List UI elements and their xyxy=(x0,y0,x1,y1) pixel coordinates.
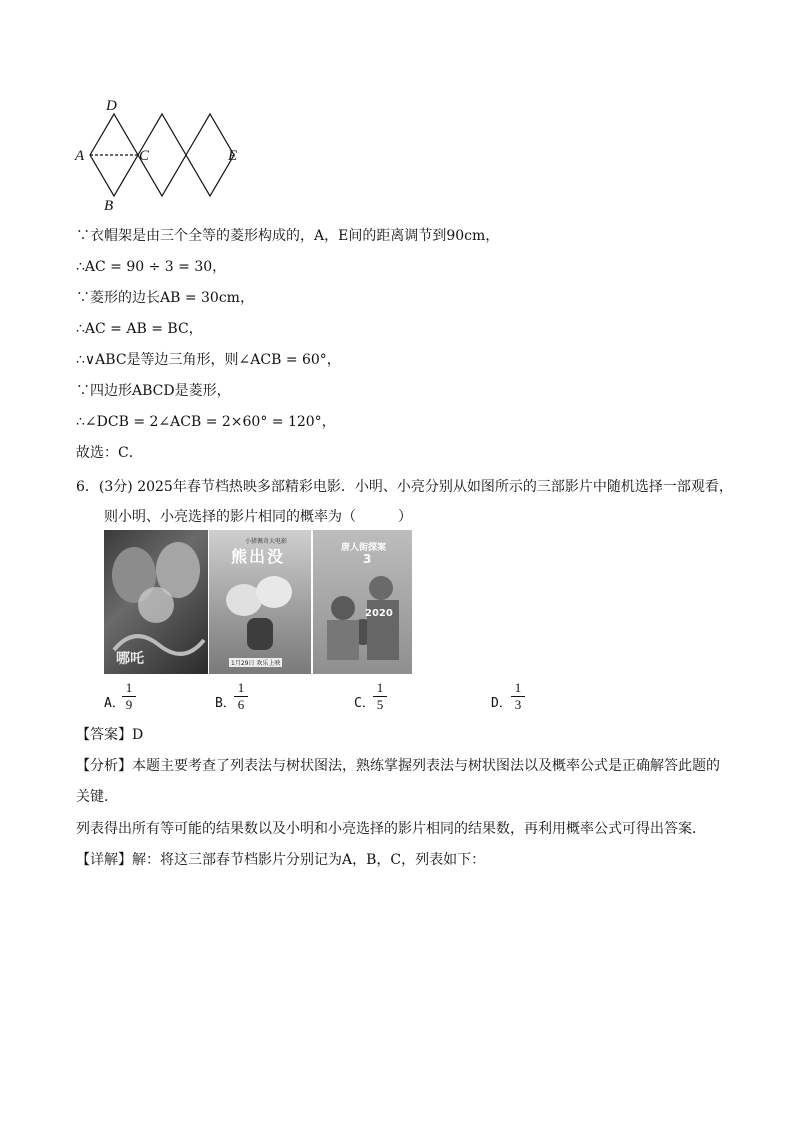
option-a-num: 1 xyxy=(125,680,133,695)
option-a-letter[interactable]: A． xyxy=(104,696,125,711)
label-a: A xyxy=(75,148,85,164)
solution-line-2: ∴AC = 90 ÷ 3 = 30， xyxy=(76,259,227,275)
poster-2-date: 1月29日 欢乐上映 xyxy=(231,660,281,667)
analysis-line-1: 【分析】本题主要考查了列表法与树状图法，熟练掌握列表法与树状图法以及概率公式是正确解答此题的 xyxy=(76,758,720,774)
solution-line-6: ∵四边形ABCD是菱形， xyxy=(76,383,231,399)
question-line-2: 则小明、小亮选择的影片相同的概率为（ ） xyxy=(104,509,412,525)
solution-line-4: ∴AC = AB = BC， xyxy=(76,321,203,337)
poster-3-number: 3 xyxy=(363,552,372,566)
poster-3-title: 唐人街探案 xyxy=(341,543,387,553)
solution-line-1: ∵衣帽架是由三个全等的菱形构成的，A，E间的距离调节到90cm， xyxy=(76,228,500,244)
detail-line: 【详解】解：将这三部春节档影片分别记为A，B，C，列表如下： xyxy=(76,852,486,868)
poster-1-caption: 哪吒 xyxy=(116,651,144,667)
poster-2-top-text: 小猪佩奇大电影 xyxy=(245,538,288,545)
question-line-1: 6．(3分) 2025年春节档热映多部精彩电影．小明、小亮分别从如图所示的三部影片中随机选择一部观看， xyxy=(76,479,733,495)
option-c-den: 5 xyxy=(376,697,384,712)
label-d: D xyxy=(106,98,117,114)
label-b: B xyxy=(104,198,114,214)
option-d-fraction xyxy=(511,681,525,712)
answer-line: 【答案】D xyxy=(76,727,144,743)
label-e: E xyxy=(228,148,238,164)
rhombus-diagram xyxy=(70,92,250,222)
poster-3 xyxy=(313,530,412,674)
option-b-num: 1 xyxy=(237,680,245,695)
poster-3-year: 2020 xyxy=(365,608,393,619)
option-a-den: 9 xyxy=(125,697,133,712)
solution-line-7: ∴∠DCB = 2∠ACB = 2×60° = 120°， xyxy=(76,414,336,430)
option-b-letter[interactable]: B． xyxy=(215,696,236,711)
poster-2-title: 熊出没 xyxy=(231,547,286,566)
analysis-line-2: 关键． xyxy=(76,789,118,805)
poster-1 xyxy=(104,530,208,674)
solution-line-5: ∴∨ABC是等边三角形，则∠ACB = 60°， xyxy=(76,352,341,368)
solution-line-3: ∵菱形的边长AB = 30cm， xyxy=(76,290,254,306)
option-d-num: 1 xyxy=(514,680,522,695)
option-d-letter[interactable]: D． xyxy=(491,696,512,711)
option-b-den: 6 xyxy=(237,697,245,712)
option-c-fraction xyxy=(373,681,387,712)
rhombus-3 xyxy=(186,114,234,196)
option-d-den: 3 xyxy=(514,697,522,712)
option-c-letter[interactable]: C． xyxy=(354,696,375,711)
solution-line-8: 故选：C． xyxy=(76,445,143,461)
option-c-num: 1 xyxy=(376,680,384,695)
option-b-fraction xyxy=(234,681,248,712)
label-c: C xyxy=(139,148,150,164)
option-a-fraction xyxy=(122,681,136,712)
analysis-line-3: 列表得出所有等可能的结果数以及小明和小亮选择的影片相同的结果数，再利用概率公式可得出答案． xyxy=(76,821,706,837)
poster-2 xyxy=(209,530,311,674)
